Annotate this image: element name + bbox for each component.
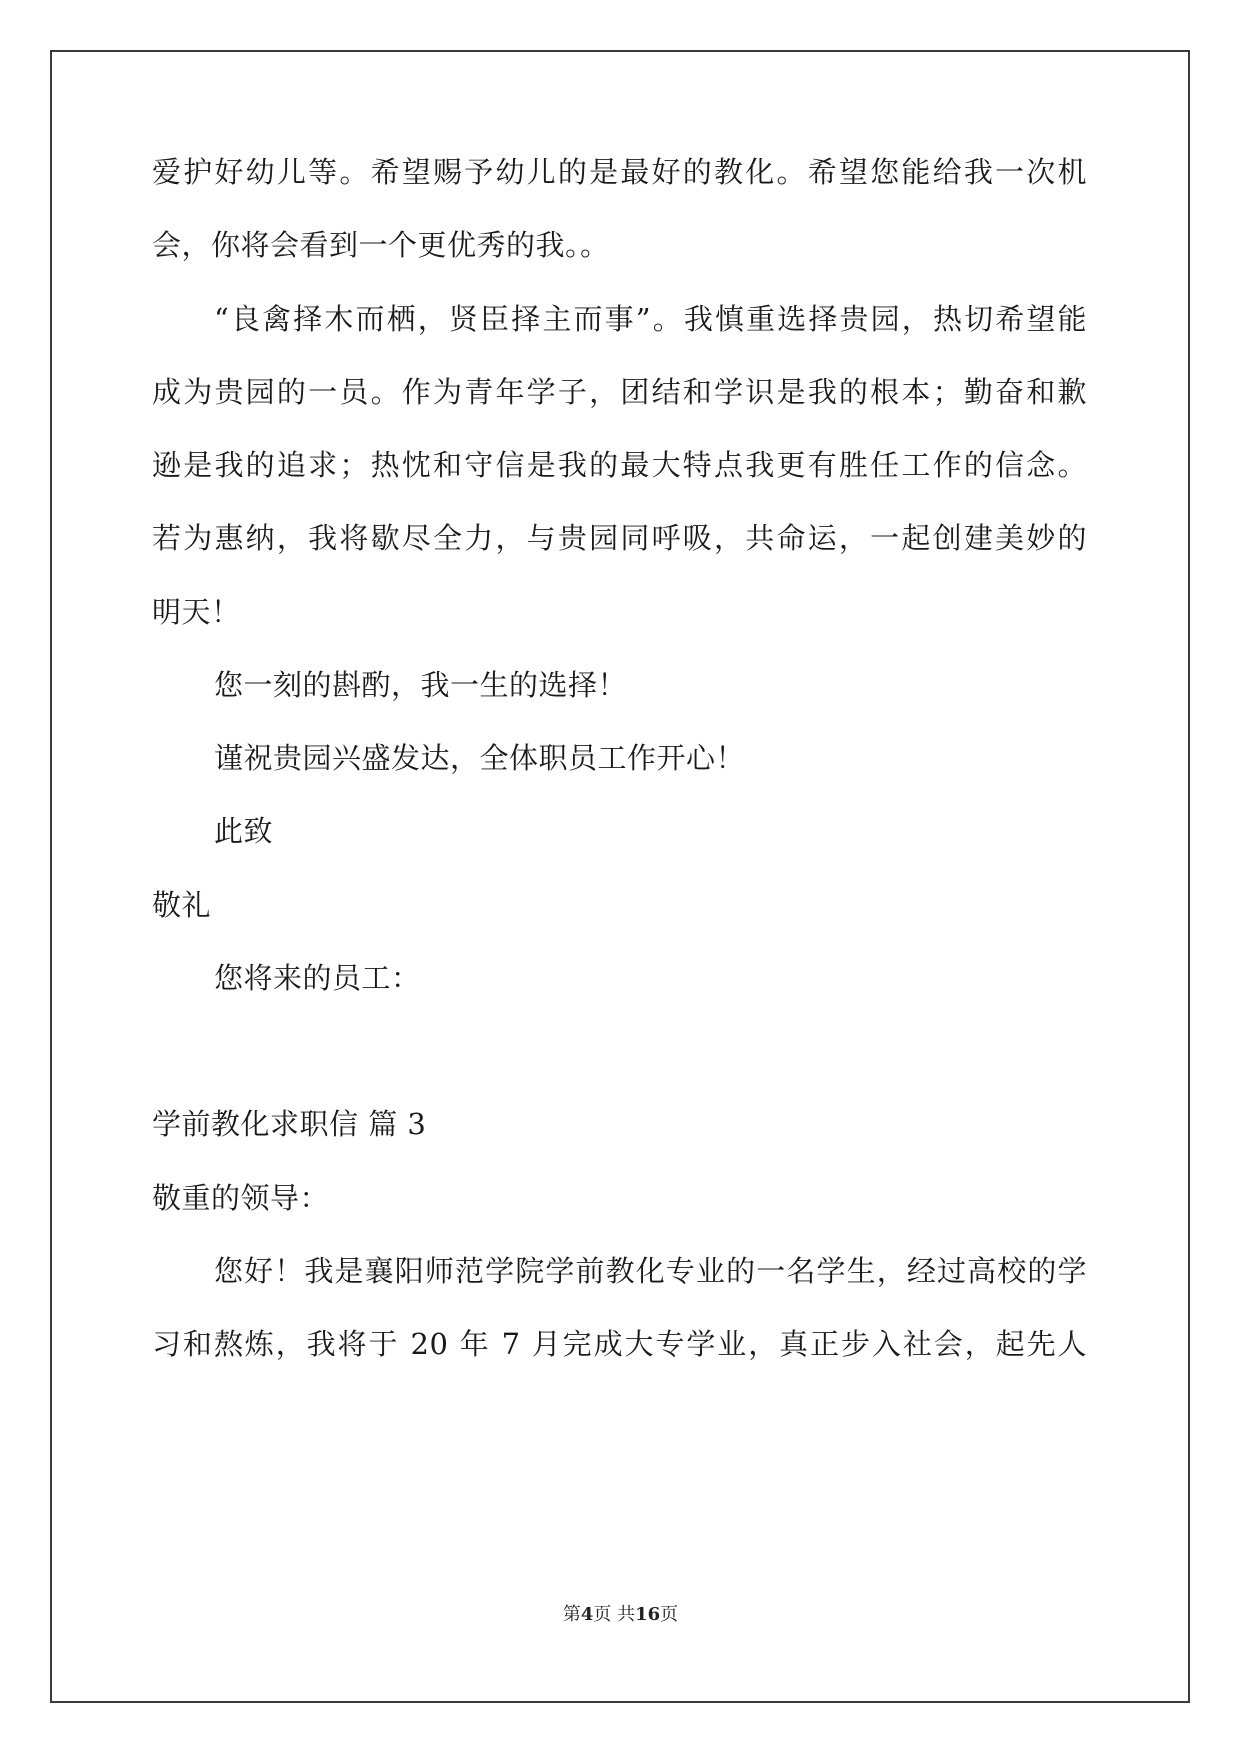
- text-line: 习和熬炼，我将于 20 年 7 月完成大专学业，真正步入社会，起先人: [152, 1327, 1087, 1361]
- closing-salutation: 此致: [214, 814, 274, 848]
- page-border: [50, 50, 1190, 1703]
- text-line: 成为贵园的一员。作为青年学子，团结和学识是我的根本；勤奋和歉: [152, 375, 1087, 409]
- text-line: “良禽择木而栖，贤臣择主而事”。我慎重选择贵园，热切希望能: [214, 302, 1087, 336]
- page-footer: [0, 1603, 1241, 1627]
- text-line: 会，你将会看到一个更优秀的我。。: [152, 228, 610, 262]
- signature-line: 您将来的员工：: [214, 961, 421, 995]
- current-page-number: 4: [580, 1604, 594, 1625]
- text-line: 爱护好幼儿等。希望赐予幼儿的是最好的教化。希望您能给我一次机: [152, 155, 1087, 189]
- footer-prefix: 第: [562, 1604, 581, 1625]
- greeting-line: 敬重的领导：: [152, 1181, 330, 1215]
- text-line: 您好！我是襄阳师范学院学前教化专业的一名学生，经过高校的学: [214, 1254, 1087, 1288]
- text-line: 您一刻的斟酌，我一生的选择！: [214, 668, 628, 702]
- text-line: 谨祝贵园兴盛发达，全体职员工作开心！: [214, 741, 746, 775]
- footer-suffix: 页: [660, 1604, 679, 1625]
- section-heading: 学前教化求职信 篇 3: [152, 1107, 427, 1141]
- total-page-count: 16: [635, 1604, 661, 1625]
- text-line: 若为惠纳，我将歇尽全力，与贵园同呼吸，共命运，一起创建美妙的: [152, 521, 1087, 555]
- text-line: 逊是我的追求；热忱和守信是我的最大特点我更有胜任工作的信念。: [152, 448, 1087, 482]
- closing-regards: 敬礼: [152, 888, 212, 922]
- text-line: 明天！: [152, 595, 241, 629]
- footer-mid: 页 共: [593, 1604, 636, 1625]
